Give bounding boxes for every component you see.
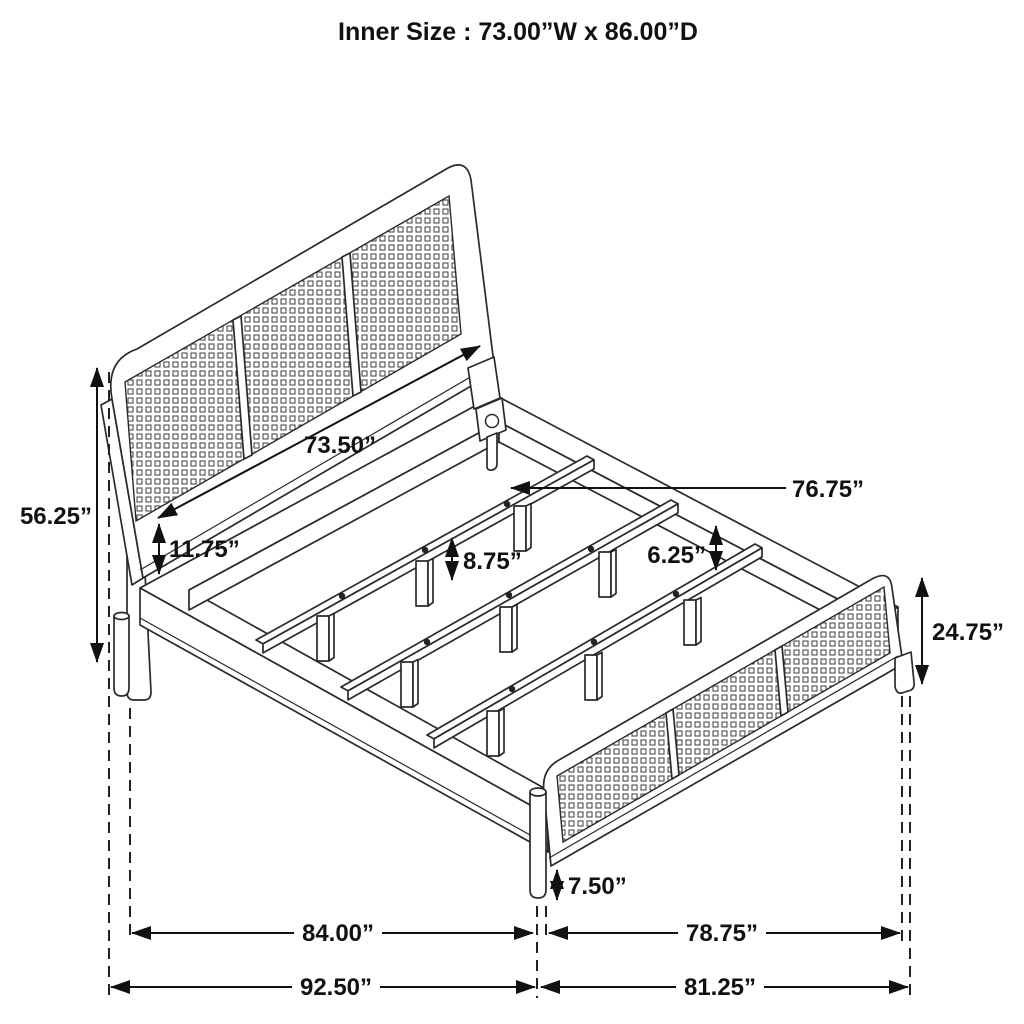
dim-inner-length-label: 84.00” [301, 920, 375, 947]
dim-footboard-height [922, 578, 1004, 684]
dim-foot-span [549, 918, 900, 947]
dim-headboard-height-label: 56.25” [19, 503, 92, 530]
dim-footboard-leg [557, 870, 627, 900]
dim-headboard-rail-label: 11.75” [169, 536, 240, 563]
dim-overall-width [541, 972, 908, 1001]
footboard-right-post [895, 652, 914, 693]
dim-overall-depth [111, 972, 535, 1001]
dim-inner-length [132, 918, 533, 947]
dim-slat-leg-height-label: 8.75” [463, 548, 522, 575]
dim-footboard-height-label: 24.75” [932, 619, 1005, 646]
dim-overall-depth-label: 92.50” [299, 974, 373, 1001]
dim-slat-length-label: 76.75” [792, 476, 865, 503]
dim-footboard-leg-label: 7.50” [568, 873, 627, 900]
page-title: Inner Size : 73.00”W x 86.00”D [338, 18, 698, 46]
dim-foot-span-label: 78.75” [685, 920, 759, 947]
dim-slat-gap-label: 6.25” [647, 542, 706, 569]
footboard-front-leg [530, 792, 546, 898]
headboard-left-leg-top [114, 613, 129, 620]
footboard-cane-mesh [557, 587, 890, 842]
dim-overall-width-label: 81.25” [683, 974, 757, 1001]
headboard-right-rod [487, 433, 497, 470]
slat-front [348, 504, 678, 700]
footboard-front-leg-top [530, 788, 546, 796]
footboard [530, 576, 914, 898]
headboard-left-round-leg [114, 616, 129, 696]
dim-headboard-height [20, 368, 97, 662]
bracket-bolt-hole [486, 415, 499, 428]
dim-headboard-width-label: 73.50” [303, 432, 377, 459]
dim-slat-leg-height [452, 538, 522, 580]
